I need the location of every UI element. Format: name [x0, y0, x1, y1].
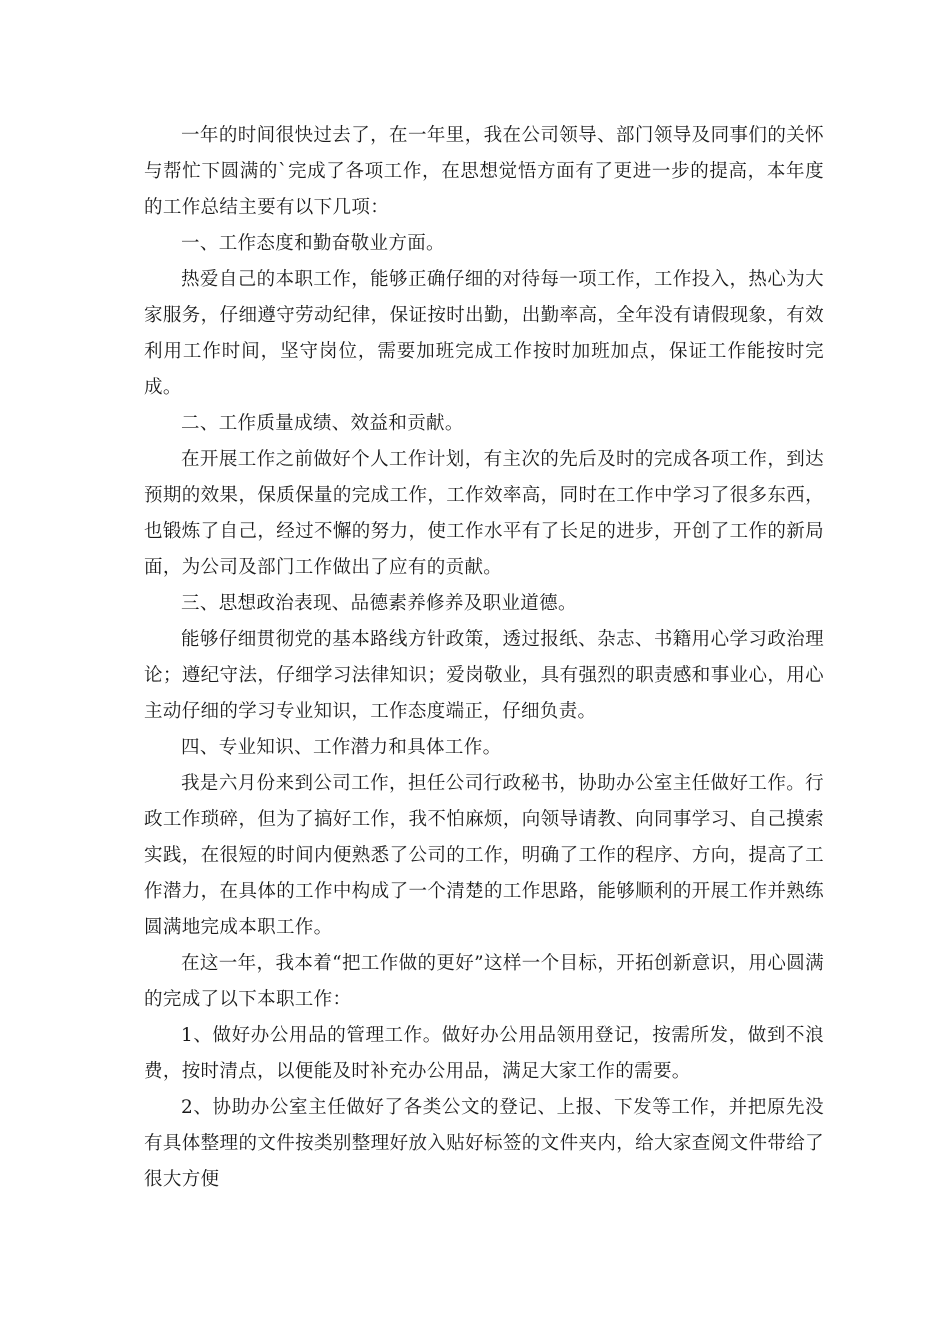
section-3-paragraph: 能够仔细贯彻党的基本路线方针政策，透过报纸、杂志、书籍用心学习政治理论；遵纪守法，仔细学习法律知识；爱岗敬业，具有强烈的职责感和事业心，用心主动仔细的学习专业知识，工作态度端正，仔细负责。 — [144, 629, 824, 722]
section-heading-1: 一、工作态度和勤奋敬业方面。 — [181, 233, 445, 254]
section-heading-2: 二、工作质量成绩、效益和贡献。 — [181, 413, 464, 434]
year-summary-paragraph: 在这一年，我本着“把工作做的更好”这样一个目标，开拓创新意识，用心圆满的完成了以下本职工作： — [144, 953, 824, 1010]
section-heading-4: 四、专业知识、工作潜力和具体工作。 — [181, 737, 502, 758]
section-2-paragraph: 在开展工作之前做好个人工作计划，有主次的先后及时的完成各项工作，到达预期的效果，保质保量的完成工作，工作效率高，同时在工作中学习了很多东西，也锻炼了自己，经过不懈的努力，使工作水平有了长足的进步，开创了工作的新局面，为公司及部门工作做出了应有的贡献。 — [144, 449, 824, 578]
section-4-paragraph: 我是六月份来到公司工作，担任公司行政秘书，协助办公室主任做好工作。行政工作琐碎，但为了搞好工作，我不怕麻烦，向领导请教、向同事学习、自己摸索实践，在很短的时间内便熟悉了公司的工作，明确了工作的程序、方向，提高了工作潜力，在具体的工作中构成了一个清楚的工作思路，能够顺利的开展工作并熟练圆满地完成本职工作。 — [144, 773, 824, 938]
section-heading-3: 三、思想政治表现、品德素养修养及职业道德。 — [181, 593, 577, 614]
list-item-1: 1、做好办公用品的管理工作。做好办公用品领用登记，按需所发，做到不浪费，按时清点，以便能及时补充办公用品，满足大家工作的需要。 — [144, 1025, 824, 1082]
list-item-2: 2、协助办公室主任做好了各类公文的登记、上报、下发等工作，并把原先没有具体整理的文件按类别整理好放入贴好标签的文件夹内，给大家查阅文件带给了很大方便 — [144, 1097, 824, 1190]
section-1-paragraph: 热爱自己的本职工作，能够正确仔细的对待每一项工作，工作投入，热心为大家服务，仔细遵守劳动纪律，保证按时出勤，出勤率高，全年没有请假现象，有效利用工作时间，坚守岗位，需要加班完成工作按时加班加点，保证工作能按时完成。 — [144, 269, 824, 398]
intro-paragraph: 一年的时间很快过去了，在一年里，我在公司领导、部门领导及同事们的关怀与帮忙下圆满的`完成了各项工作，在思想觉悟方面有了更进一步的提高，本年度的工作总结主要有以下几项： — [144, 125, 824, 218]
document-body — [144, 118, 824, 1198]
